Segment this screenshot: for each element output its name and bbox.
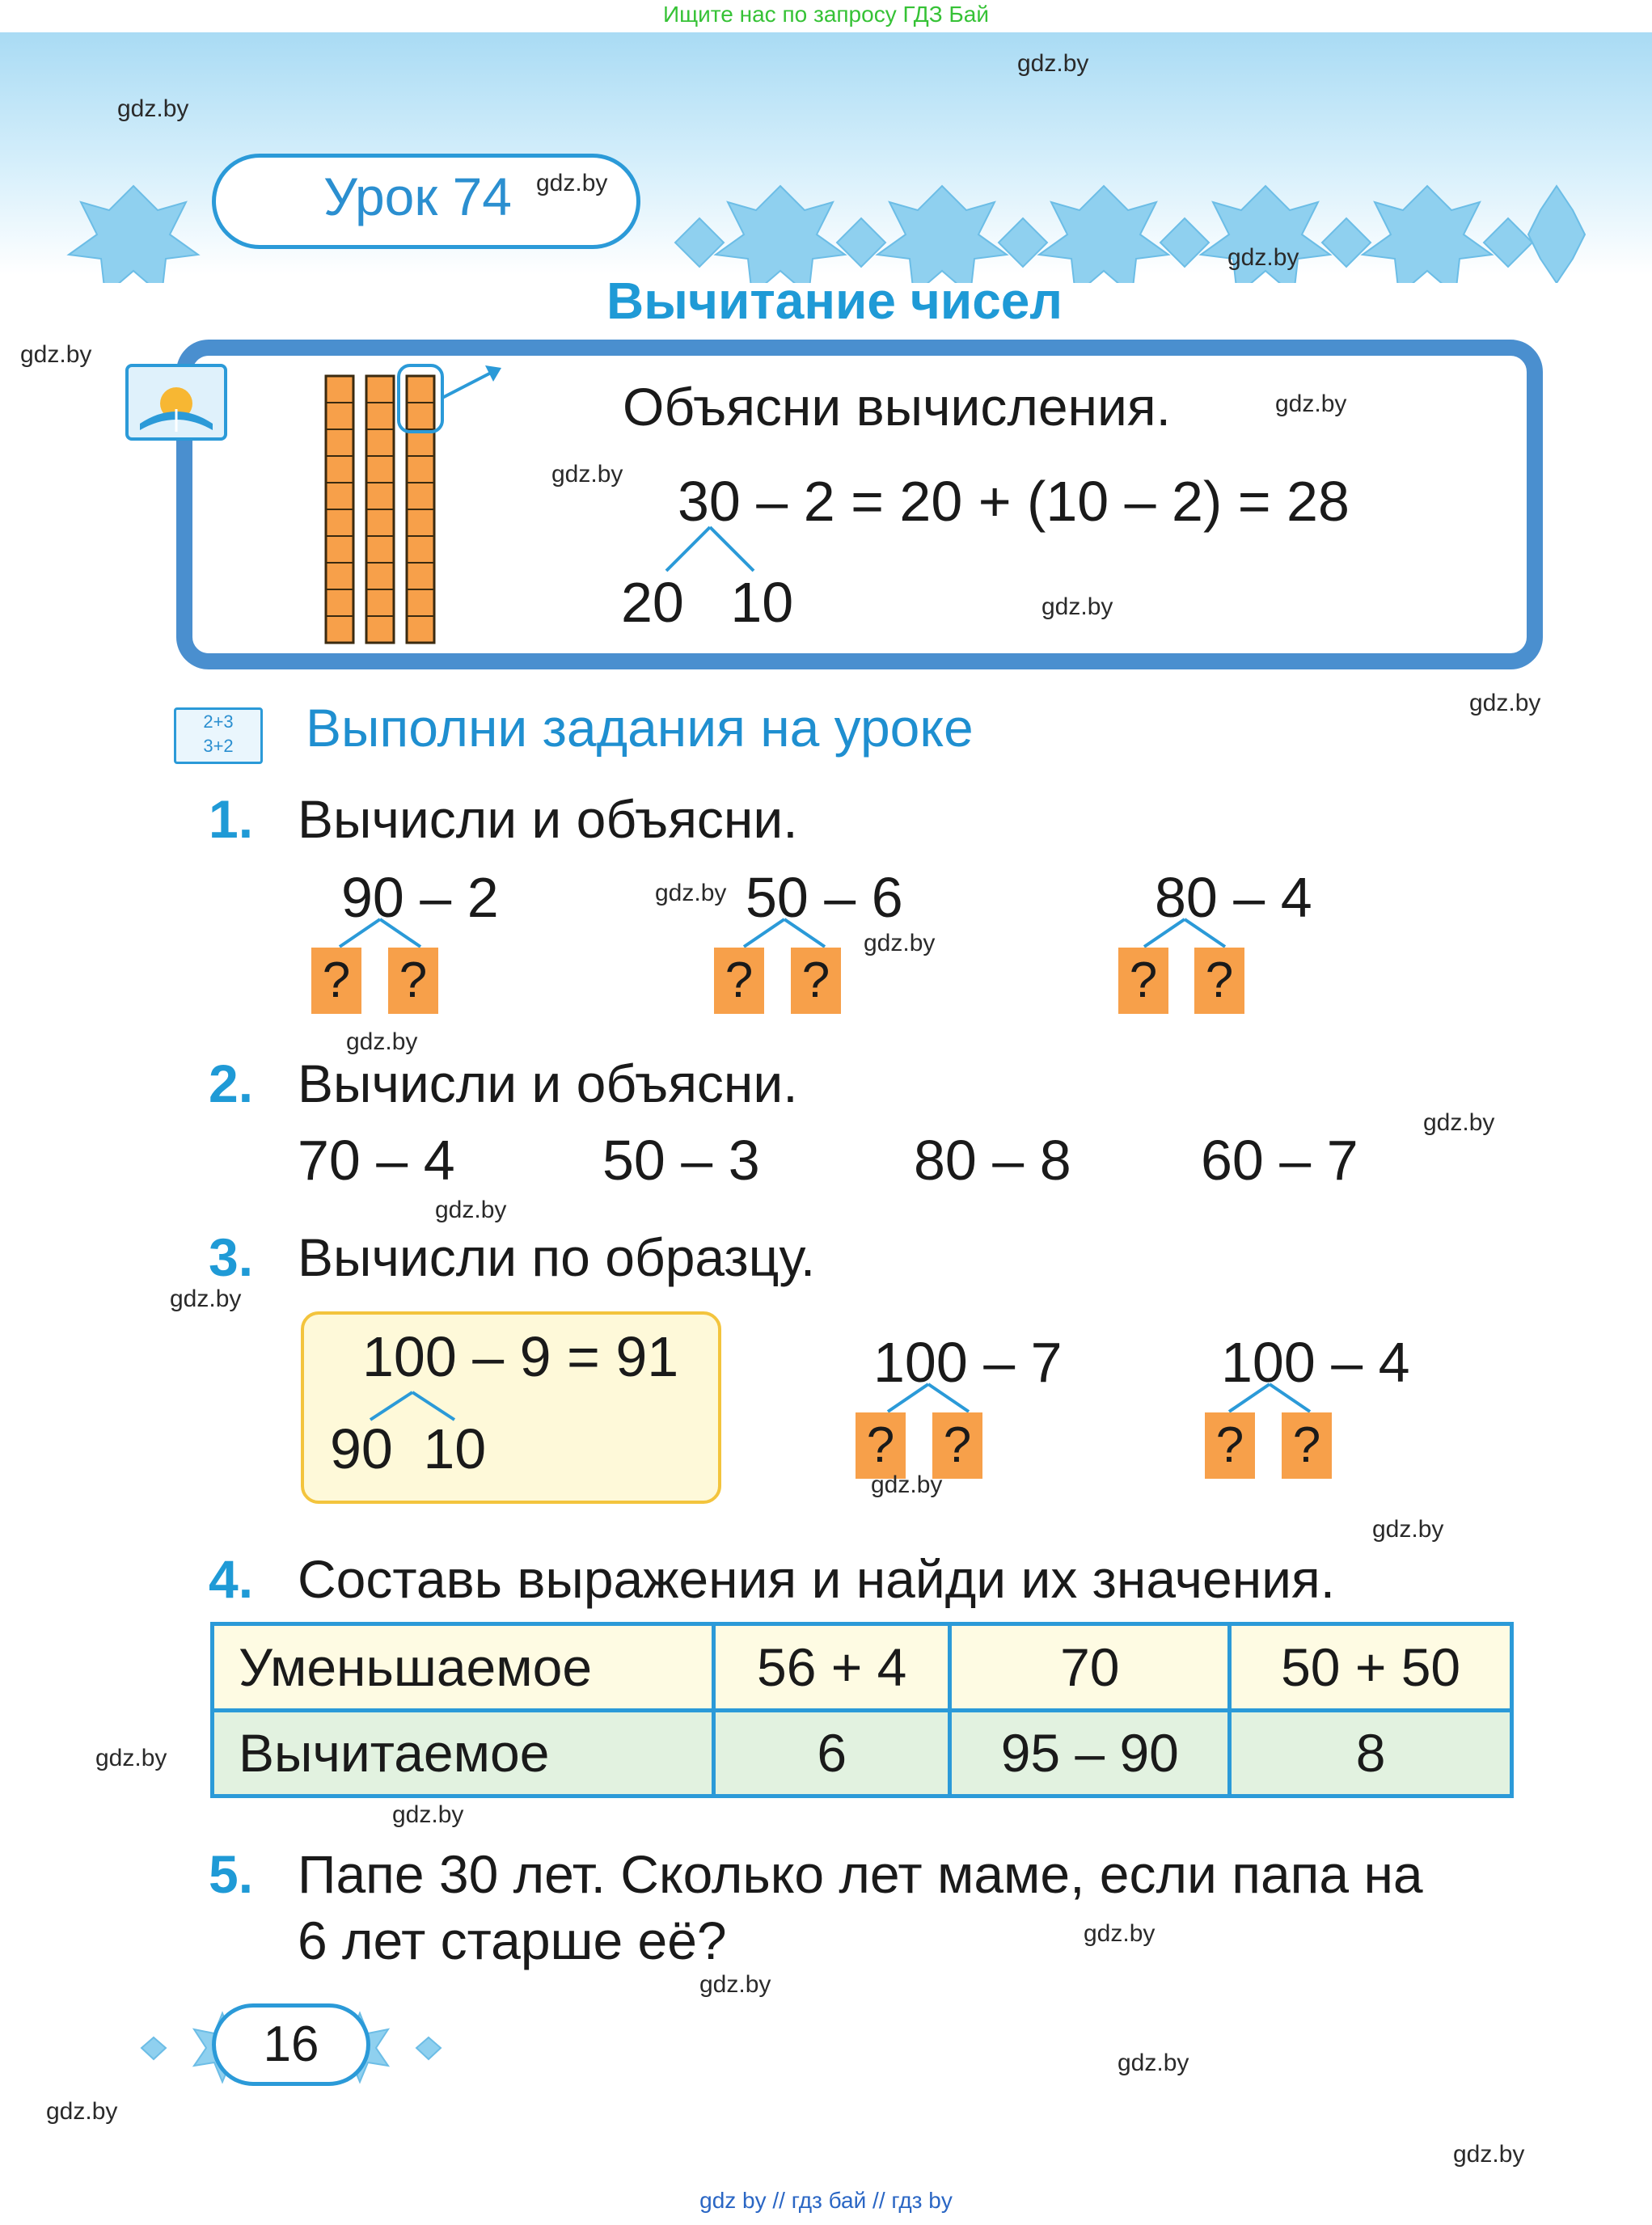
sample-equation: 100 – 9 = 91 (362, 1325, 679, 1388)
table-row (213, 1624, 1512, 1711)
ornament-star (1039, 186, 1168, 283)
watermark: gdz.by (1469, 690, 1541, 716)
watermark: gdz.by (1372, 1516, 1444, 1543)
ornament-star (1528, 186, 1585, 283)
watermark: gdz.by (1275, 391, 1347, 417)
split-ones: 10 (730, 571, 794, 634)
watermark: gdz.by (95, 1745, 167, 1771)
watermark: gdz.by (871, 1471, 943, 1498)
table-cell: Уменьшаемое (213, 1624, 714, 1711)
task-1-expr: 90 – 2 (341, 866, 499, 929)
watermark: gdz.by (117, 95, 189, 122)
watermark: gdz.by (20, 341, 92, 368)
watermark: gdz.by (1423, 1109, 1495, 1136)
answer-box[interactable]: ? (856, 1412, 906, 1479)
table-cell: 56 + 4 (714, 1624, 950, 1711)
board-icon: 2+3 3+2 (174, 707, 263, 764)
ornament-star (716, 186, 845, 283)
watermark: gdz.by (1041, 593, 1113, 620)
watermark: gdz.by (1453, 2141, 1525, 2168)
answer-box[interactable]: ? (388, 948, 438, 1014)
watermark: gdz.by (536, 170, 608, 196)
footer-links[interactable]: gdz by // гдз бай // гдз by (699, 2188, 953, 2213)
watermark: gdz.by (1084, 1920, 1156, 1947)
task-3-number: 3. (209, 1227, 254, 1287)
task-1-expr: 50 – 6 (746, 866, 903, 929)
section-title: Выполни задания на уроке (306, 698, 974, 758)
task-2-expr: 50 – 3 (602, 1129, 760, 1192)
table-cell: 70 (950, 1624, 1230, 1711)
ornament-star (877, 186, 1007, 283)
page-title: Вычитание чисел (606, 272, 1063, 330)
task-1-number: 1. (209, 789, 254, 849)
sample-split: 90 10 (330, 1417, 487, 1480)
explain-equation: 30 – 2 = 20 + (10 – 2) = 28 (678, 470, 1350, 533)
table-cell: Вычитаемое (213, 1710, 714, 1796)
ornament-diamond (675, 218, 724, 267)
task-4-number: 4. (209, 1549, 254, 1609)
split-lines (663, 526, 760, 574)
watermark: gdz.by (392, 1801, 464, 1828)
task-2-expr: 60 – 7 (1201, 1129, 1358, 1192)
answer-box[interactable]: ? (1194, 948, 1244, 1014)
watermark: gdz.by (170, 1286, 242, 1312)
answer-box[interactable]: ? (1282, 1412, 1332, 1479)
task-3-text: Вычисли по образцу. (298, 1227, 816, 1287)
watermark: gdz.by (435, 1197, 507, 1223)
task-2-expr: 80 – 8 (914, 1129, 1071, 1192)
explain-split (621, 570, 793, 635)
lesson-label: Урок 74 (323, 167, 512, 226)
task-5-number: 5. (209, 1844, 254, 1904)
task-1-text: Вычисли и объясни. (298, 789, 798, 849)
page-number: 16 (212, 2003, 370, 2086)
watermark: gdz.by (1227, 244, 1299, 271)
task-5-line-1: Папе 30 лет. Сколько лет маме, если папа на (298, 1844, 1423, 1904)
ornament-star (1363, 186, 1492, 283)
ornament-diamond (1484, 218, 1532, 267)
arrow-icon (442, 370, 496, 398)
table-row (213, 1710, 1512, 1796)
table-cell: 50 + 50 (1230, 1624, 1512, 1711)
split-tens: 20 (621, 571, 684, 634)
watermark: gdz.by (346, 1028, 418, 1055)
table-cell: 6 (714, 1710, 950, 1796)
open-book-icon (125, 364, 227, 441)
task-3-expr: 100 – 4 (1221, 1331, 1410, 1394)
table-cell: 95 – 90 (950, 1710, 1230, 1796)
answer-box[interactable]: ? (791, 948, 841, 1014)
tens-blocks (319, 356, 530, 655)
task-5-line-2: 6 лет старше её? (298, 1910, 727, 1970)
answer-box[interactable]: ? (932, 1412, 982, 1479)
watermark: gdz.by (699, 1971, 771, 1998)
task-3-expr: 100 – 7 (873, 1331, 1063, 1394)
explain-title: Объясни вычисления. (623, 377, 1171, 437)
watermark: gdz.by (655, 880, 727, 906)
watermark: gdz.by (551, 461, 623, 488)
answer-box[interactable]: ? (1118, 948, 1168, 1014)
expressions-table (210, 1622, 1514, 1798)
task-1-expr: 80 – 4 (1155, 866, 1312, 929)
task-2-text: Вычисли и объясни. (298, 1053, 798, 1113)
task-2-expr: 70 – 4 (298, 1129, 455, 1192)
watermark: gdz.by (1017, 50, 1089, 77)
answer-box[interactable]: ? (714, 948, 764, 1014)
site-header-text[interactable]: Ищите нас по запросу ГДЗ Бай (662, 2, 990, 27)
answer-box[interactable]: ? (1205, 1412, 1255, 1479)
ornament-diamond (837, 218, 885, 267)
ornament-star (69, 186, 198, 283)
task-4-text: Составь выражения и найди их значения. (298, 1549, 1336, 1609)
watermark: gdz.by (1118, 2050, 1189, 2076)
ornament-diamond (1160, 218, 1209, 267)
answer-box[interactable]: ? (311, 948, 361, 1014)
ornament-diamond (1322, 218, 1371, 267)
ornament-diamond (999, 218, 1047, 267)
table-cell: 8 (1230, 1710, 1512, 1796)
task-2-number: 2. (209, 1053, 254, 1113)
watermark: gdz.by (46, 2098, 118, 2125)
watermark: gdz.by (864, 930, 936, 956)
